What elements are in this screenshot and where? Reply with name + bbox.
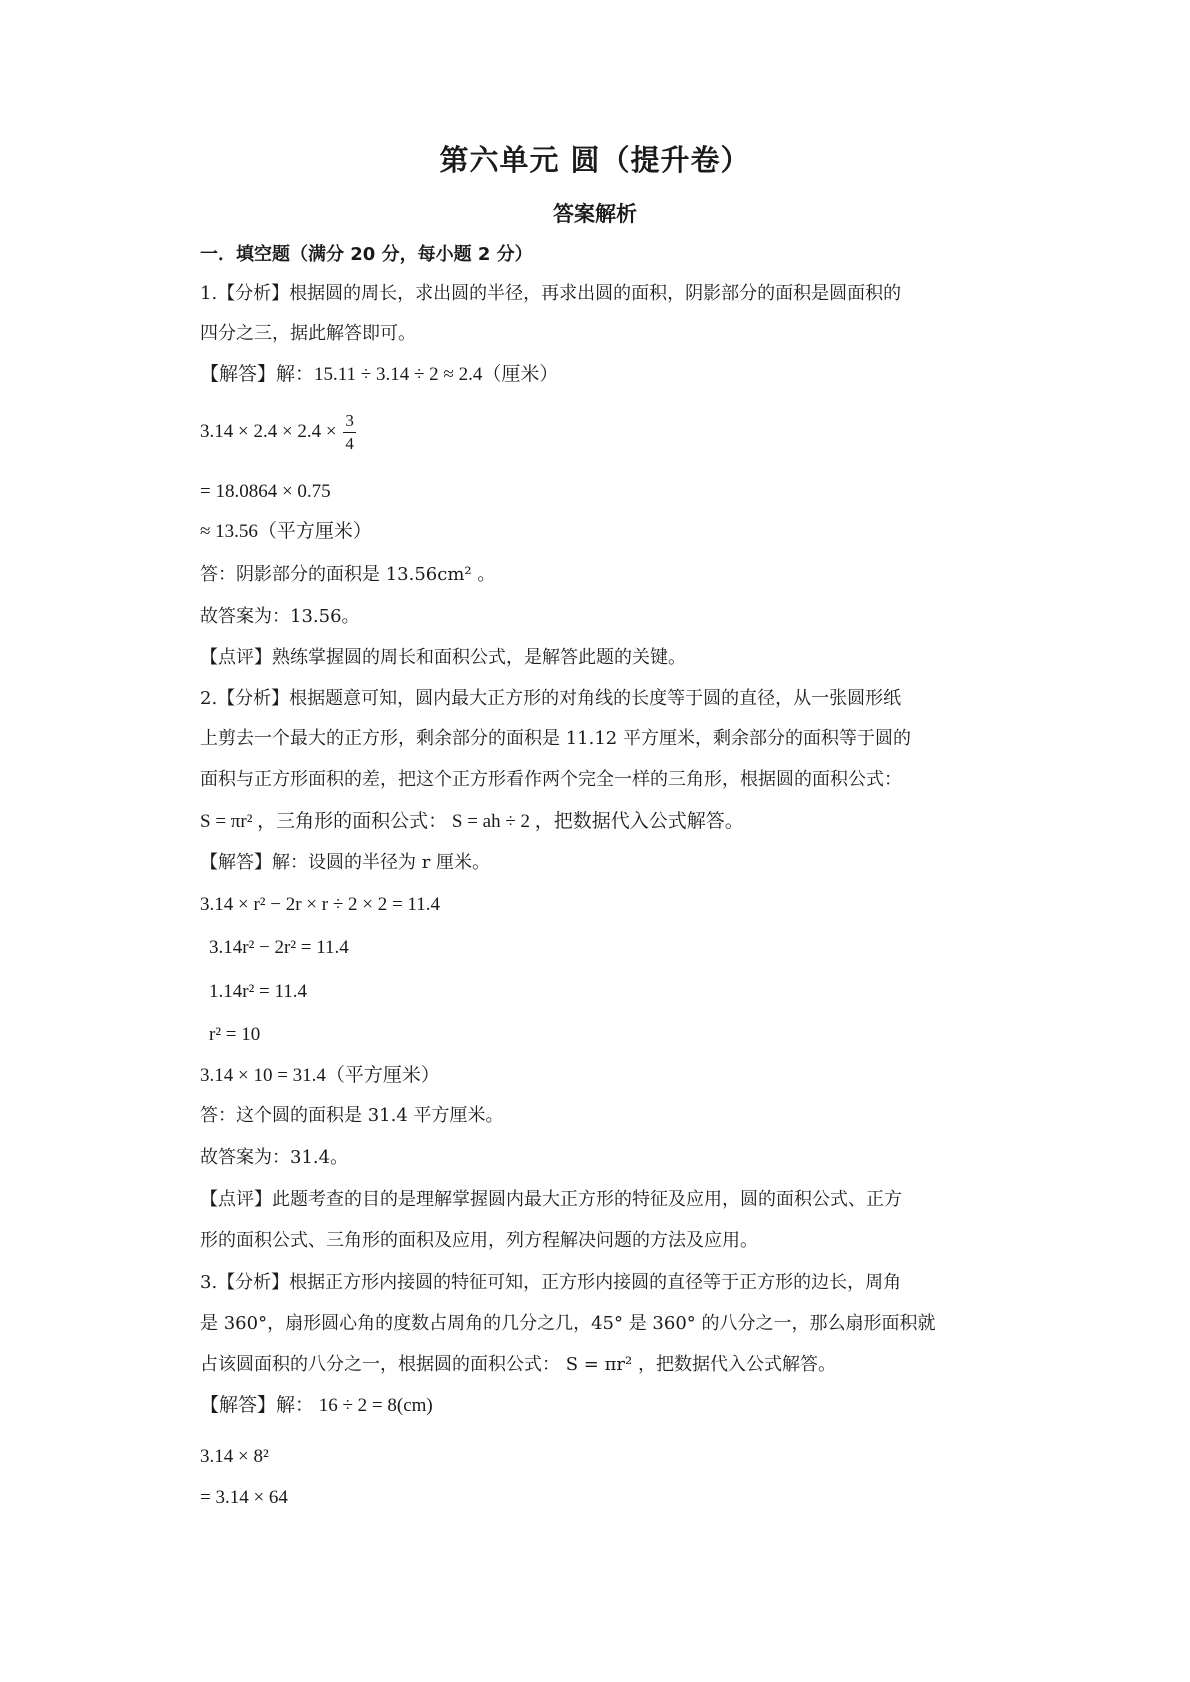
q1-step-3: ≈ 13.56（平方厘米） bbox=[200, 521, 372, 542]
q1-solution-line: 【解答】解：15.11 ÷ 3.14 ÷ 2 ≈ 2.4（厘米） bbox=[200, 364, 559, 385]
q1-fraction bbox=[343, 410, 356, 455]
q2-analysis-line-2: 上剪去一个最大的正方形，剩余部分的面积是 11.12 平方厘米，剩余部分的面积等于圆的 bbox=[200, 728, 911, 749]
q3-analysis-line-1: 3.【分析】根据正方形内接圆的特征可知，正方形内接圆的直径等于正方形的边长，周角 bbox=[200, 1272, 902, 1293]
q1-step-1 bbox=[200, 410, 1030, 455]
q1-analysis-line-2: 四分之三，据此解答即可。 bbox=[200, 323, 416, 344]
q2-equation-4: r² = 10 bbox=[209, 1024, 261, 1045]
page-subtitle: 答案解析 bbox=[553, 202, 637, 226]
q3-step-2: = 3.14 × 64 bbox=[200, 1487, 288, 1508]
q3-solution-line: 【解答】解： 16 ÷ 2 = 8(cm) bbox=[200, 1395, 433, 1416]
q1-comment: 【点评】熟练掌握圆的周长和面积公式，是解答此题的关键。 bbox=[200, 647, 686, 668]
q2-analysis-line-3: 面积与正方形面积的差，把这个正方形看作两个完全一样的三角形，根据圆的面积公式： bbox=[200, 769, 902, 790]
q2-solution-line: 【解答】解：设圆的半径为 r 厘米。 bbox=[200, 852, 491, 873]
q1-answer: 答：阴影部分的面积是 13.56cm² 。 bbox=[200, 564, 496, 585]
q1-final-answer: 故答案为：13.56。 bbox=[200, 606, 360, 627]
q2-comment-line-1: 【点评】此题考查的目的是理解掌握圆内最大正方形的特征及应用，圆的面积公式、正方 bbox=[200, 1189, 902, 1210]
q2-analysis-line-4: S = πr² ，三角形的面积公式： S = ah ÷ 2 ，把数据代入公式解答。 bbox=[200, 811, 744, 832]
q2-equation-1: 3.14 × r² − 2r × r ÷ 2 × 2 = 11.4 bbox=[200, 894, 440, 915]
q3-analysis-line-3: 占该圆面积的八分之一，根据圆的面积公式： S = πr² ，把数据代入公式解答。 bbox=[200, 1354, 836, 1375]
q1-fraction-denominator: 4 bbox=[345, 434, 354, 453]
q1-step-2: = 18.0864 × 0.75 bbox=[200, 481, 331, 502]
section-heading: 一．填空题（满分 20 分，每小题 2 分） bbox=[200, 244, 533, 265]
q2-final-answer: 故答案为：31.4。 bbox=[200, 1147, 349, 1168]
q2-equation-3: 1.14r² = 11.4 bbox=[209, 981, 308, 1002]
q3-analysis-line-2: 是 360°，扇形圆心角的度数占周角的几分之几，45° 是 360° 的八分之一，那么扇形面积就 bbox=[200, 1313, 936, 1334]
q2-analysis-line-1: 2.【分析】根据题意可知，圆内最大正方形的对角线的长度等于圆的直径，从一张圆形纸 bbox=[200, 688, 902, 709]
q1-analysis-line-1: 1.【分析】根据圆的周长，求出圆的半径，再求出圆的面积，阴影部分的面积是圆面积的 bbox=[200, 283, 902, 304]
q2-equation-2: 3.14r² − 2r² = 11.4 bbox=[209, 937, 349, 958]
page-title: 第六单元 圆（提升卷） bbox=[439, 143, 751, 177]
q2-comment-line-2: 形的面积公式、三角形的面积及应用，列方程解决问题的方法及应用。 bbox=[200, 1230, 758, 1251]
q1-step-1-expression: 3.14 × 2.4 × 2.4 × bbox=[200, 420, 337, 442]
q2-answer: 答：这个圆的面积是 31.4 平方厘米。 bbox=[200, 1105, 504, 1126]
q2-equation-5: 3.14 × 10 = 31.4（平方厘米） bbox=[200, 1065, 440, 1086]
q1-fraction-numerator: 3 bbox=[343, 410, 356, 433]
q3-step-1: 3.14 × 8² bbox=[200, 1446, 269, 1467]
